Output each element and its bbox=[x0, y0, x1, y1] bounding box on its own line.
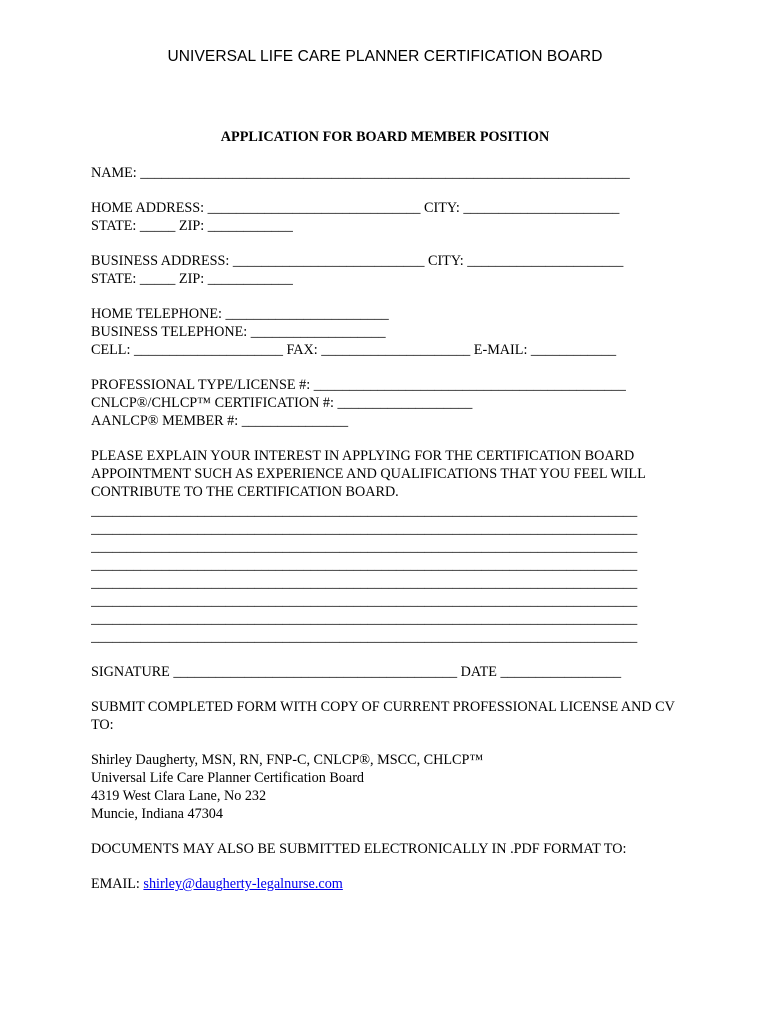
home-address-field[interactable]: HOME ADDRESS: ______________________________ CITY: ______________________ bbox=[91, 200, 620, 216]
organization-header: UNIVERSAL LIFE CARE PLANNER CERTIFICATION BOARD bbox=[167, 48, 603, 65]
certification-number-field[interactable]: CNLCP®/CHLCP™ CERTIFICATION #: ___________________ bbox=[91, 395, 473, 411]
answer-line[interactable]: _____________________________________________________________________________ bbox=[91, 521, 638, 537]
answer-line[interactable]: _____________________________________________________________________________ bbox=[91, 593, 638, 609]
answer-line[interactable]: _____________________________________________________________________________ bbox=[91, 629, 638, 645]
email-line bbox=[91, 875, 691, 893]
answer-line[interactable]: _____________________________________________________________________________ bbox=[91, 539, 638, 555]
recipient-street: 4319 West Clara Lane, No 232 bbox=[91, 788, 267, 804]
name-field[interactable]: NAME: _____________________________________________________________________ bbox=[91, 165, 630, 181]
answer-line[interactable]: _____________________________________________________________________________ bbox=[91, 575, 638, 591]
form-title: APPLICATION FOR BOARD MEMBER POSITION bbox=[220, 129, 550, 145]
business-address-field[interactable]: BUSINESS ADDRESS: ___________________________ CITY: ______________________ bbox=[91, 253, 624, 269]
professional-type-field[interactable]: PROFESSIONAL TYPE/LICENSE #: ____________________________________________ bbox=[91, 377, 626, 393]
cell-fax-email-field[interactable]: CELL: _____________________ FAX: _____________________ E-MAIL: ____________ bbox=[91, 342, 617, 358]
aanlcp-member-field[interactable]: AANLCP® MEMBER #: _______________ bbox=[91, 413, 349, 429]
answer-line[interactable]: _____________________________________________________________________________ bbox=[91, 503, 638, 519]
electronic-submission-note: DOCUMENTS MAY ALSO BE SUBMITTED ELECTRONICALLY IN .PDF FORMAT TO: bbox=[91, 841, 627, 857]
recipient-city-state-zip: Muncie, Indiana 47304 bbox=[91, 806, 223, 822]
business-telephone-field[interactable]: BUSINESS TELEPHONE: ___________________ bbox=[91, 324, 386, 340]
home-state-zip-field[interactable]: STATE: _____ ZIP: ____________ bbox=[91, 218, 293, 234]
interest-prompt: PLEASE EXPLAIN YOUR INTEREST IN APPLYING FOR THE CERTIFICATION BOARD APPOINTMENT SUCH AS EXPERIENCE AND QUALIFICATIONS THAT YOU FEEL WILL CONTRIBUTE TO THE CERTIFICATION BOARD. bbox=[91, 448, 646, 500]
answer-line[interactable]: _____________________________________________________________________________ bbox=[91, 611, 638, 627]
email-link[interactable]: shirley@daugherty-legalnurse.com bbox=[143, 876, 343, 892]
mailing-address bbox=[91, 751, 691, 823]
interest-answer-area[interactable] bbox=[91, 502, 691, 646]
business-state-zip-field[interactable]: STATE: _____ ZIP: ____________ bbox=[91, 271, 293, 287]
home-telephone-field[interactable]: HOME TELEPHONE: _______________________ bbox=[91, 306, 389, 322]
answer-line[interactable]: _____________________________________________________________________________ bbox=[91, 557, 638, 573]
application-form bbox=[91, 128, 691, 910]
recipient-name: Shirley Daugherty, MSN, RN, FNP-C, CNLCP®, MSCC, CHLCP™ bbox=[91, 752, 484, 768]
email-label: EMAIL: bbox=[91, 876, 140, 892]
signature-date-field[interactable]: SIGNATURE ________________________________________ DATE _________________ bbox=[91, 664, 622, 680]
recipient-organization: Universal Life Care Planner Certification Board bbox=[91, 770, 365, 786]
submit-instruction: SUBMIT COMPLETED FORM WITH COPY OF CURRENT PROFESSIONAL LICENSE AND CV TO: bbox=[91, 699, 675, 733]
